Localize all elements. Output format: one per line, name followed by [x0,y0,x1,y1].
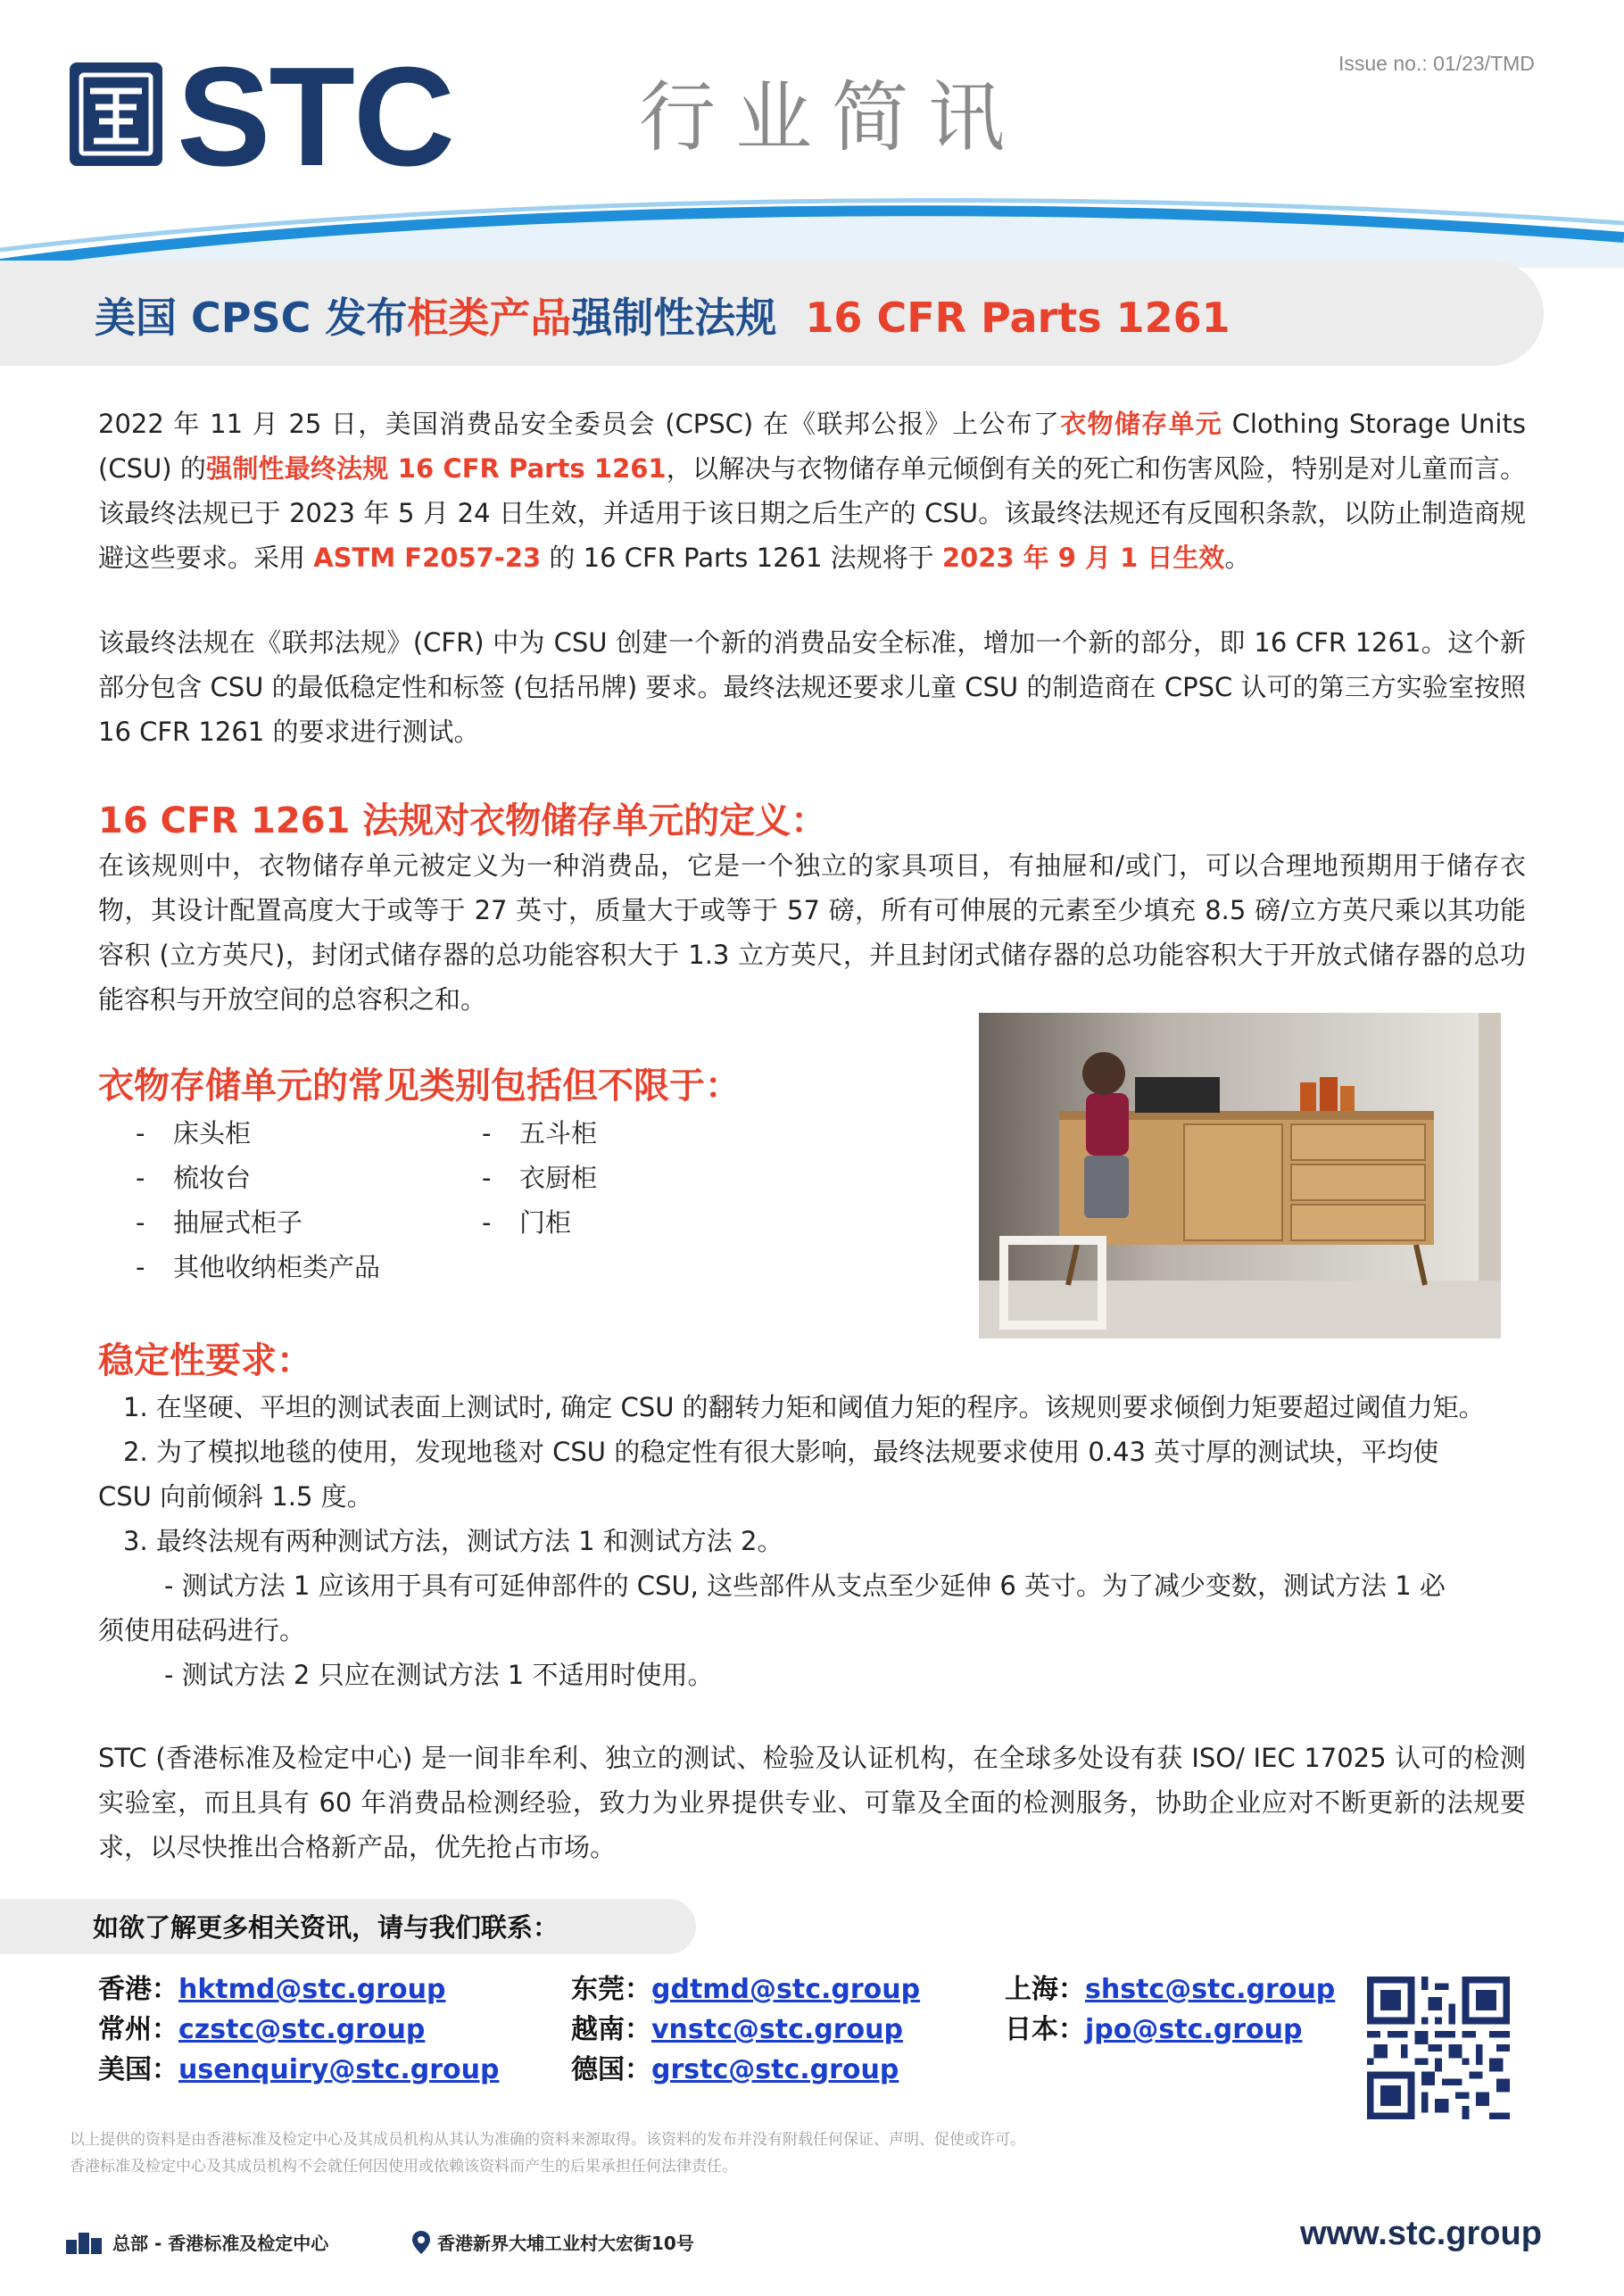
child-climbing-dresser-photo [979,1013,1501,1339]
stability-sub-2: - 测试方法 2 只应在测试方法 1 不适用时使用。 [164,1660,714,1690]
email-link-changzhou[interactable]: czstc@stc.group [178,2014,426,2045]
stability-sub-1: - 测试方法 1 应该用于具有可延伸部件的 CSU, 这些部件从支点至少延伸 6 英寸。为了减少变数，测试方法 1 必 [164,1571,1446,1601]
stability-item-3: 3. 最终法规有两种测试方法，测试方法 1 和测试方法 2。 [123,1526,783,1556]
stability-item-1: 1. 在坚硬、平坦的测试表面上测试时, 确定 CSU 的翻转力矩和阈值力矩的程序。该规则要求倾倒力矩要超过阈值力矩。 [123,1392,1485,1422]
categories-list-col1 [136,1111,380,1289]
intro-paragraph-1: 2022 年 11 月 25 日，美国消费品安全委员会 (CPSC) 在《联邦公报》上公布了衣物储存单元 Clothing Storage Units (CSU) 的强制性最终法规 16 CFR Parts 1261，以解决与衣物储存单元倾倒有关的死亡和伤害风险，特别是对儿童而言。该最终法规已于 2023 年 5 月 24 日生效，并适用于该日期之后生产的 CSU。该最终法规还有反囤积条款，以防止制造商规避这些要求。采用 ASTM F2057-23 的 16 CFR Parts 1261 法规将于 2023 年 9 月 1 日生效。 [98,409,1526,573]
stability-heading: 稳定性要求： [98,1340,312,1381]
newsletter-title: 行业简讯 [639,73,1024,162]
stc-logo-mark-icon [70,62,162,166]
header-wave-decoration [0,178,1624,268]
email-link-dongguan[interactable]: gdtmd@stc.group [651,1974,921,2005]
disclaimer-line-2: 香港标准及检定中心及其成员机构不会就任何因使用或依赖该资料而产生的后果承担任何法律责任。 [70,2158,737,2176]
list-item: - 五斗柜 [482,1118,598,1148]
contact-shanghai: 上海：shstc@stc.group [1005,1974,1336,2005]
list-item: - 衣厨柜 [482,1163,598,1193]
contact-vietnam: 越南：vnstc@stc.group [571,2014,903,2045]
email-link-usa[interactable]: usenquiry@stc.group [178,2054,500,2085]
issue-number: Issue no.: 01/23/TMD [1338,52,1535,75]
building-icon [64,2231,104,2254]
stc-logo-text: STC [177,38,453,195]
definition-paragraph: 在该规则中，衣物储存单元被定义为一种消费品，它是一个独立的家具项目，有抽屉和/或门，可以合理地预期用于储存衣物，其设计配置高度大于或等于 27 英寸，质量大于或等于 57 磅，所有可伸展的元素至少填充 8.5 磅/立方英尺乘以其功能容积 (立方英尺)，封闭式储存器的总功能容积大于 1.3 立方英尺，并且封闭式储存器的总功能容积大于开放式储存器的总功能容积与开放空间的总容积之和。 [98,850,1526,1015]
list-item: - 抽屉式柜子 [136,1207,303,1238]
email-link-japan[interactable]: jpo@stc.group [1085,2014,1303,2045]
list-item: - 门柜 [482,1207,572,1238]
stability-sub-1-cont: 须使用砝码进行。 [98,1615,306,1645]
email-link-germany[interactable]: grstc@stc.group [651,2054,899,2085]
stability-item-2: 2. 为了模拟地毯的使用，发现地毯对 CSU 的稳定性有很大影响，最终法规要求使用 0.43 英寸厚的测试块，平均使 [123,1437,1439,1467]
footer-website-link[interactable]: www.stc.group [1300,2215,1542,2252]
list-item: - 梳妆台 [136,1163,252,1193]
contact-dongguan: 东莞：gdtmd@stc.group [571,1974,921,2005]
categories-heading: 衣物存储单元的常见类别包括但不限于： [98,1065,741,1107]
email-link-shanghai[interactable]: shstc@stc.group [1085,1974,1336,2005]
qr-code-icon[interactable] [1367,1977,1510,2119]
disclaimer-line-1: 以上提供的资料是由香港标准及检定中心及其成员机构从其认为准确的资料来源取得。该资料的发布并没有附载任何保证、声明、促使或许可。 [70,2131,1025,2149]
contact-hongkong: 香港：hktmd@stc.group [98,1974,446,2005]
location-pin-icon [412,2231,430,2254]
footer-headquarters: 总部 - 香港标准及检定中心 [64,2229,328,2255]
contact-usa: 美国：usenquiry@stc.group [98,2054,500,2085]
contact-changzhou: 常州：czstc@stc.group [98,2014,426,2045]
page-title: 美国 CPSC 发布柜类产品强制性法规 16 CFR Parts 1261 [95,294,1230,342]
categories-list-col2 [482,1111,597,1245]
list-item: - 床头柜 [136,1118,252,1148]
definition-heading: 16 CFR 1261 法规对衣物储存单元的定义： [98,800,827,841]
contact-heading: 如欲了解更多相关资讯，请与我们联系： [93,1912,559,1943]
email-link-vietnam[interactable]: vnstc@stc.group [651,2014,903,2045]
footer-address: 香港新界大埔工业村大宏街10号 [412,2229,694,2255]
contact-japan: 日本：jpo@stc.group [1005,2014,1303,2045]
about-stc-paragraph: STC (香港标准及检定中心) 是一间非牟利、独立的测试、检验及认证机构，在全球多处设有获 ISO/ IEC 17025 认可的检测实验室，而且具有 60 年消费品检测经验，致力为业界提供专业、可靠及全面的检测服务，协助企业应对不断更新的法规要求，以尽快推出合格新产品，优先抢占市场。 [98,1743,1526,1862]
stability-item-2-cont: CSU 向前倾斜 1.5 度。 [98,1481,373,1512]
list-item: - 其他收纳柜类产品 [136,1252,381,1282]
email-link-hongkong[interactable]: hktmd@stc.group [178,1974,446,2005]
intro-paragraph-2: 该最终法规在《联邦法规》(CFR) 中为 CSU 创建一个新的消费品安全标准，增加一个新的部分，即 16 CFR 1261。这个新部分包含 CSU 的最低稳定性和标签 (包括吊牌) 要求。最终法规还要求儿童 CSU 的制造商在 CPSC 认可的第三方实验室按照 16 CFR 1261 的要求进行测试。 [98,627,1526,747]
contact-germany: 德国：grstc@stc.group [571,2054,899,2085]
